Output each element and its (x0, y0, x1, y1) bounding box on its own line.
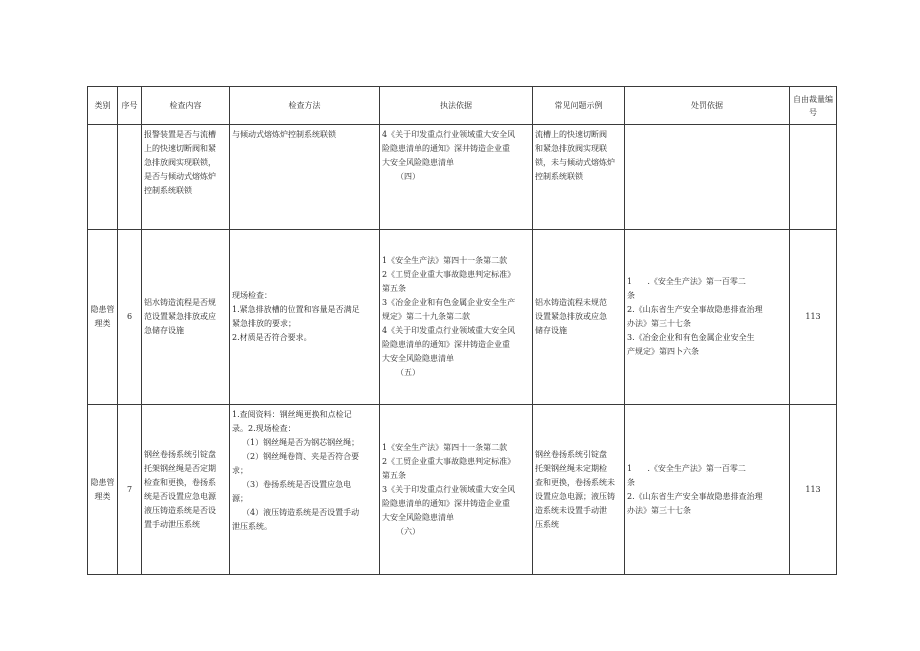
header-penalty: 处罚依据 (625, 87, 790, 125)
cell-example: 流槽上的快速切断阀 和紧急排放阀实现联 锁，未与倾动式熔炼炉 控制系统联锁 (533, 125, 625, 230)
cell-method: 1.查阅资料：钢丝绳更换和点检记 录。2.现场检查： （1）钢丝绳是否为钢芯钢丝绳； （2）钢丝绳卷筒、夹是否符合要 求； （3）卷扬系统是否设置应急电 源； （4）液压铸造系统是否设置手动 泄压系统。 (230, 405, 380, 575)
cell-category: 隐患管理类 (88, 230, 118, 405)
cell-method: 现场检查： 1.紧急排放槽的位置和容量是否满足 紧急排放的要求； 2.材质是否符合要求。 (230, 230, 380, 405)
cell-penalty: 1 .《安全生产法》第一百零二 条 2.《山东省生产安全事故隐患排查治理 办法》第三十七条 3.《冶金企业和有色金属企业安全生 产规定》第四卜六条 (625, 230, 790, 405)
table-row (88, 230, 837, 405)
cell-code: 113 (790, 405, 837, 575)
header-category: 类别 (88, 87, 118, 125)
table-row (88, 405, 837, 575)
cell-code (790, 125, 837, 230)
cell-example: 钢丝卷扬系统引锭盘 托架钢丝绳未定期检 查和更换，卷扬系统未 设置应急电源；液压铸 造系统未设置手动泄 压系统 (533, 405, 625, 575)
header-content: 检查内容 (142, 87, 230, 125)
table-row (88, 125, 837, 230)
cell-content: 报警装置是否与流槽 上的快速切断阀和紧 急排放阀实现联锁， 是否与倾动式熔炼炉 控制系统联锁 (142, 125, 230, 230)
cell-code: 113 (790, 230, 837, 405)
cell-method: 与倾动式熔炼炉控制系统联锁 (230, 125, 380, 230)
header-method: 检查方法 (230, 87, 380, 125)
header-row (88, 87, 837, 125)
cell-content: 钢丝卷扬系统引锭盘 托架钢丝绳是否定期 检查和更换，卷扬系 统是否设置应急电源 液压铸造系统是否设 置手动泄压系统 (142, 405, 230, 575)
cell-basis: 4《关于印发重点行业领域重大安全风 险隐患清单的通知》深井铸造企业重 大安全风险隐患清单 （四） (380, 125, 533, 230)
cell-penalty: 1 .《安全生产法》第一百零二 条 2.《山东省生产安全事故隐患排查治理 办法》第三十七条 (625, 405, 790, 575)
cell-index: 6 (118, 230, 142, 405)
inspection-table (87, 86, 837, 575)
header-basis: 执法依据 (380, 87, 533, 125)
cell-penalty (625, 125, 790, 230)
cell-index: 7 (118, 405, 142, 575)
cell-example: 铝水铸造流程未规范 设置紧急排放或应急 储存设施 (533, 230, 625, 405)
header-example: 常见问题示例 (533, 87, 625, 125)
header-index: 序号 (118, 87, 142, 125)
cell-index (118, 125, 142, 230)
cell-basis: 1《安全生产法》第四十一条第二款 2《工贸企业重大事故隐患判定标准》 第五条 3《关于印发重点行业领域重大安全风 险隐患清单的通知》深井铸造企业重 大安全风险隐患清单 （六） (380, 405, 533, 575)
cell-content: 铝水铸造流程是否规 范设置紧急排放或应 急储存设施 (142, 230, 230, 405)
cell-category: 隐患管理类 (88, 405, 118, 575)
cell-category (88, 125, 118, 230)
header-code: 自由裁量编号 (790, 87, 837, 125)
cell-basis: 1《安全生产法》第四十一条第二款 2《工贸企业重大事故隐患判定标准》 第五条 3《冶金企业和有色金属企业安全生产 规定》第二十九条第二款 4《关于印发重点行业领域重大安全风 险隐患清单的通知》深井铸造企业重 大安全风险隐患清单 （五） (380, 230, 533, 405)
